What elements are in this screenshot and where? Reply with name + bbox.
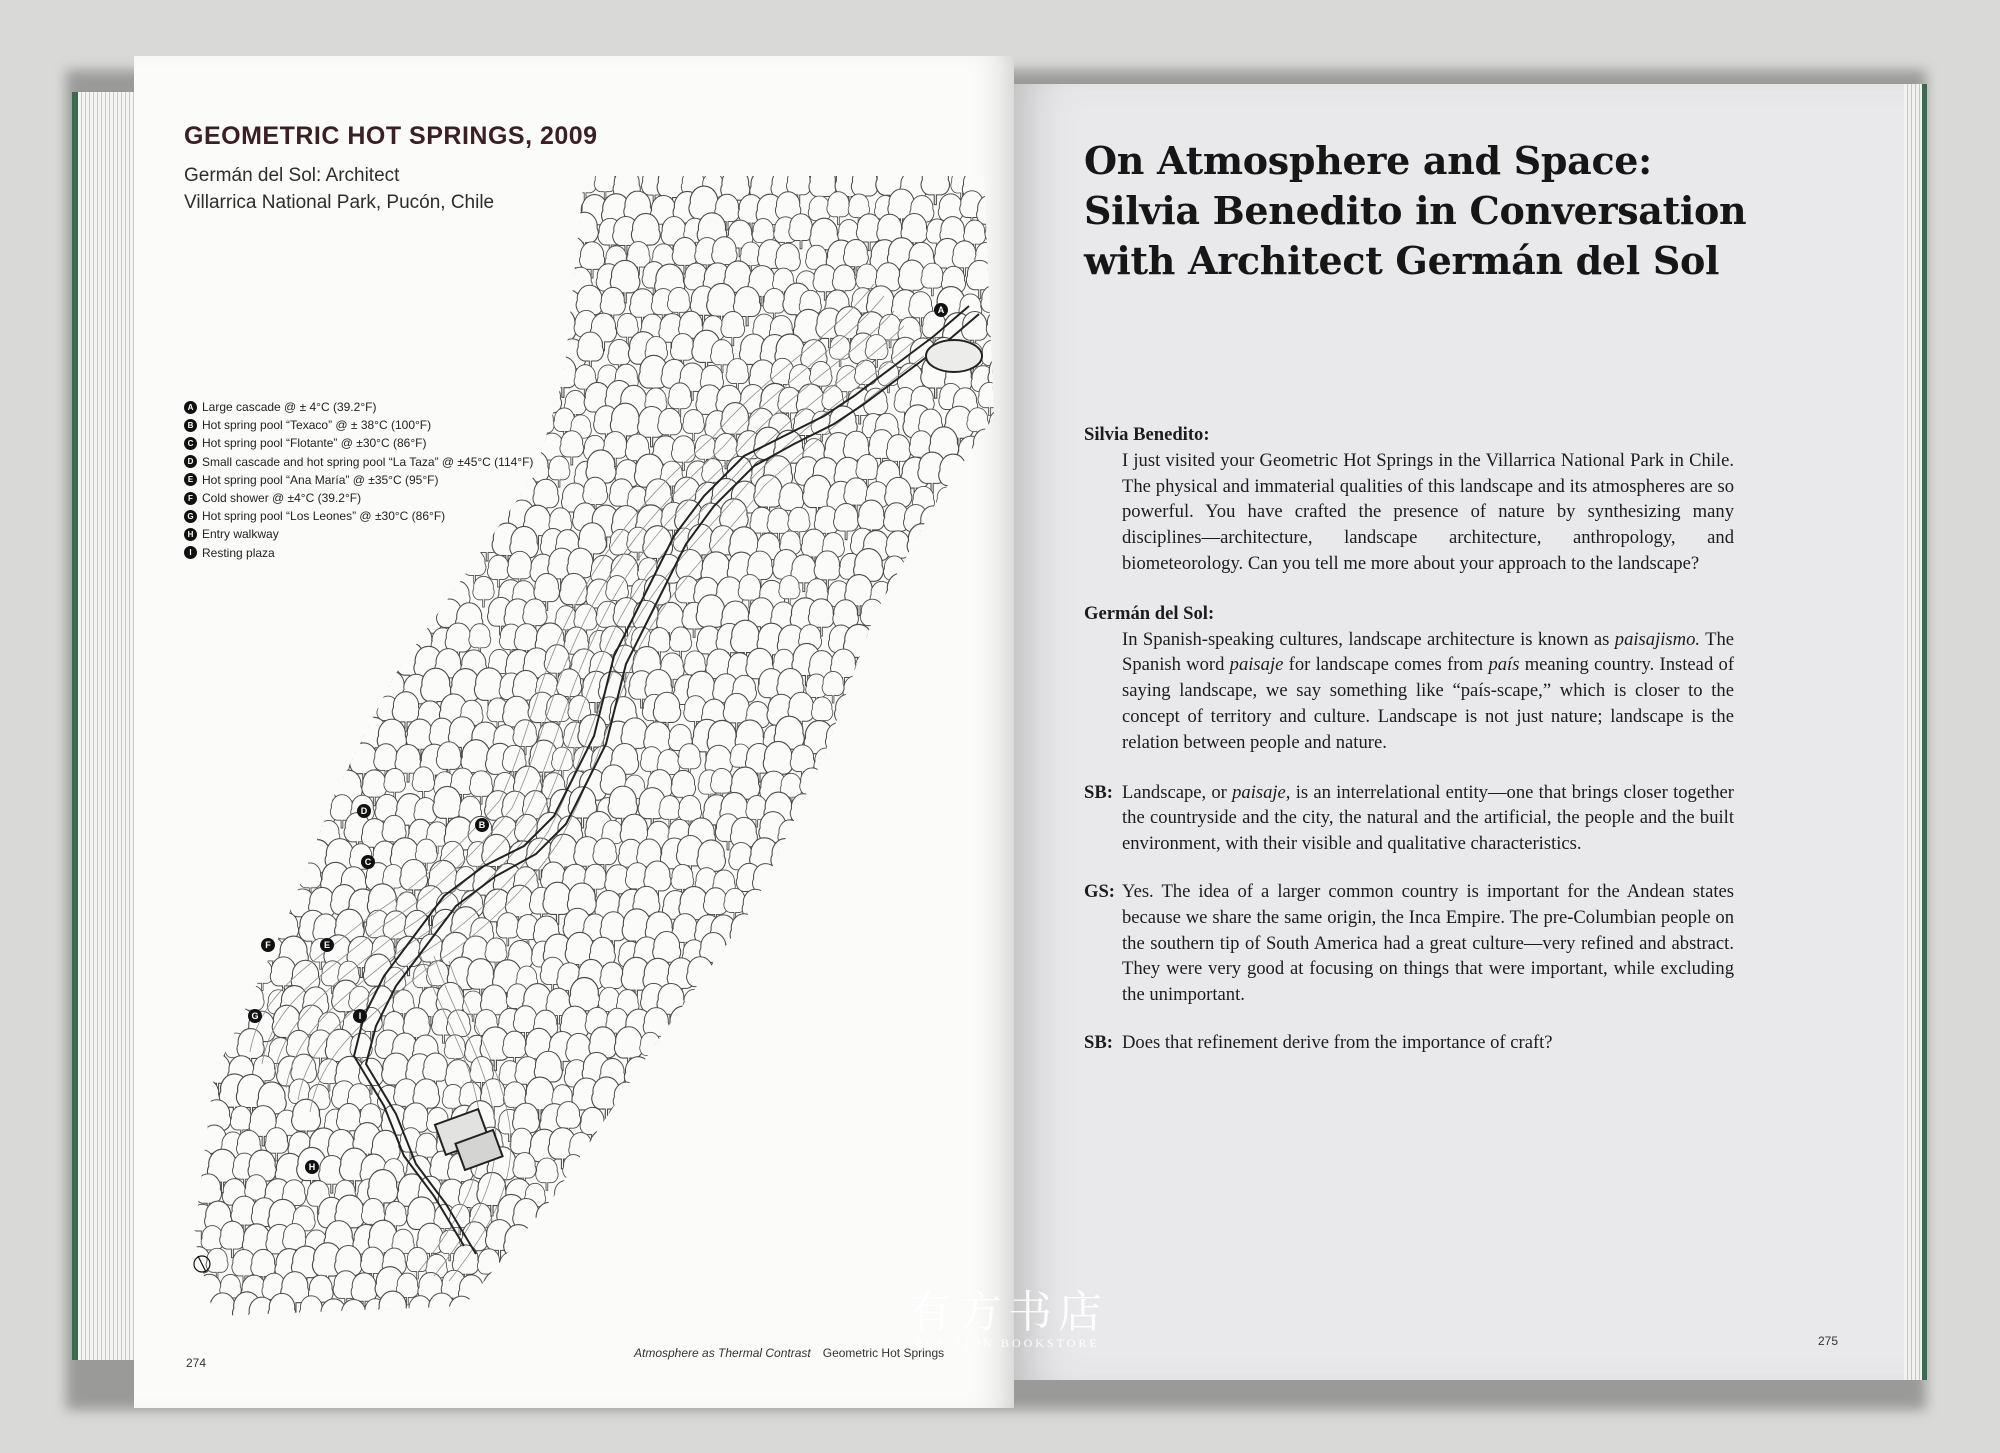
- map-marker-g: G: [251, 1011, 259, 1021]
- legend-item: F Cold shower @ ±4°C (39.2°F): [184, 489, 533, 507]
- left-page: [134, 56, 1014, 1408]
- speaker-german: Germán del Sol:: [1084, 602, 1215, 624]
- watermark-chinese: 有方书店: [908, 1287, 1108, 1338]
- page-number-left: 274: [186, 1356, 207, 1370]
- legend-item: G Hot spring pool “Los Leones” @ ±30°C (86°F): [184, 507, 533, 525]
- map-legend: [184, 398, 533, 562]
- speaker-sb: SB:: [1084, 781, 1113, 803]
- watermark-english: POSITION BOOKSTORE: [916, 1336, 1100, 1350]
- legend-item: B Hot spring pool “Texaco” @ ± 38°C (100°F): [184, 416, 533, 434]
- german-answer: [1084, 601, 1734, 756]
- map-marker-i: I: [358, 1011, 362, 1021]
- forest: [180, 162, 1014, 1340]
- dialogue-sb-2: [1084, 1030, 1734, 1056]
- map-marker-e: E: [323, 940, 331, 950]
- right-page: [1014, 84, 1904, 1380]
- architect-line: Germán del Sol: Architect: [184, 165, 400, 186]
- legend-item: D Small cascade and hot spring pool “La Taza” @ ±45°C (114°F): [184, 453, 533, 471]
- title-line: with Architect Germán del Sol: [1084, 238, 1720, 283]
- map-marker-a: A: [937, 305, 945, 315]
- silvia-question: [1084, 422, 1734, 577]
- running-topic: Geometric Hot Springs: [822, 1346, 945, 1360]
- project-credits: [184, 162, 494, 216]
- paragraph: In Spanish-speaking cultures, landscape architecture is known as paisajismo. The Spanish word paisaje for landscape comes from país meaning country. Instead of saying landscape, we say something like “país-scape,” which is closer to the concept of territory and culture. Landscape is not just nature; landscape is the relation between people and nature.: [1122, 628, 1735, 753]
- dialogue-gs-1: [1084, 879, 1734, 1008]
- speaker-sb: SB:: [1084, 1031, 1113, 1053]
- bookstore-watermark: [888, 1276, 1128, 1351]
- map-marker-b: B: [478, 820, 486, 830]
- project-title: GEOMETRIC HOT SPRINGS, 2009: [184, 122, 598, 150]
- legend-item: I Resting plaza: [184, 544, 533, 562]
- map-marker-h: H: [308, 1162, 316, 1172]
- title-line: Silvia Benedito in Conversation: [1084, 188, 1747, 233]
- interview-title: [1084, 136, 1746, 286]
- legend-item: H Entry walkway: [184, 525, 533, 543]
- map-marker-d: D: [360, 806, 368, 816]
- paragraph: I just visited your Geometric Hot Springs in the Villarrica National Park in Chile. The physical and immaterial qualities of this landscape and its atmospheres are so powerful. You have crafted the presence of nature by synthesizing many disciplines—architecture, landscape architecture, anthropology, and biometeorology. Can you tell me more about your approach to the landscape?: [1122, 449, 1734, 574]
- speaker-silvia: Silvia Benedito:: [1084, 424, 1210, 445]
- site-plan-map: [134, 56, 1014, 1408]
- page-number-right: 275: [1818, 1334, 1839, 1348]
- speaker-gs: GS:: [1084, 880, 1115, 902]
- legend-item: E Hot spring pool “Ana María” @ ±35°C (95°F): [184, 471, 533, 489]
- paragraph: Yes. The idea of a larger common country is important for the Andean states because we share the same origin, the Inca Empire. The pre-Columbian people on the southern tip of South America had a great culture—very refined and abstract. They were very good at focusing on things that were important, while excluding the unimportant.: [1122, 880, 1734, 1006]
- map-marker-c: C: [364, 857, 372, 867]
- location-line: Villarrica National Park, Pucón, Chile: [184, 192, 495, 213]
- paragraph: Landscape, or paisaje, is an interrelational entity—one that brings closer together the countryside and the city, the natural and the artificial, the people and the built environment, with their visible and qualitative characteristics.: [1122, 781, 1734, 855]
- legend-item: A Large cascade @ ± 4°C (39.2°F): [184, 398, 533, 416]
- dialogue-sb-1: [1084, 780, 1734, 857]
- page-edges-right: [1900, 84, 1927, 1380]
- interview-body: [1084, 422, 1734, 1078]
- paragraph: Does that refinement derive from the importance of craft?: [1122, 1031, 1553, 1053]
- title-line: On Atmosphere and Space:: [1084, 138, 1652, 183]
- running-section: Atmosphere as Thermal Contrast: [634, 1346, 811, 1360]
- map-marker-f: F: [265, 940, 271, 950]
- legend-item: C Hot spring pool “Flotante” @ ±30°C (86°F): [184, 434, 533, 452]
